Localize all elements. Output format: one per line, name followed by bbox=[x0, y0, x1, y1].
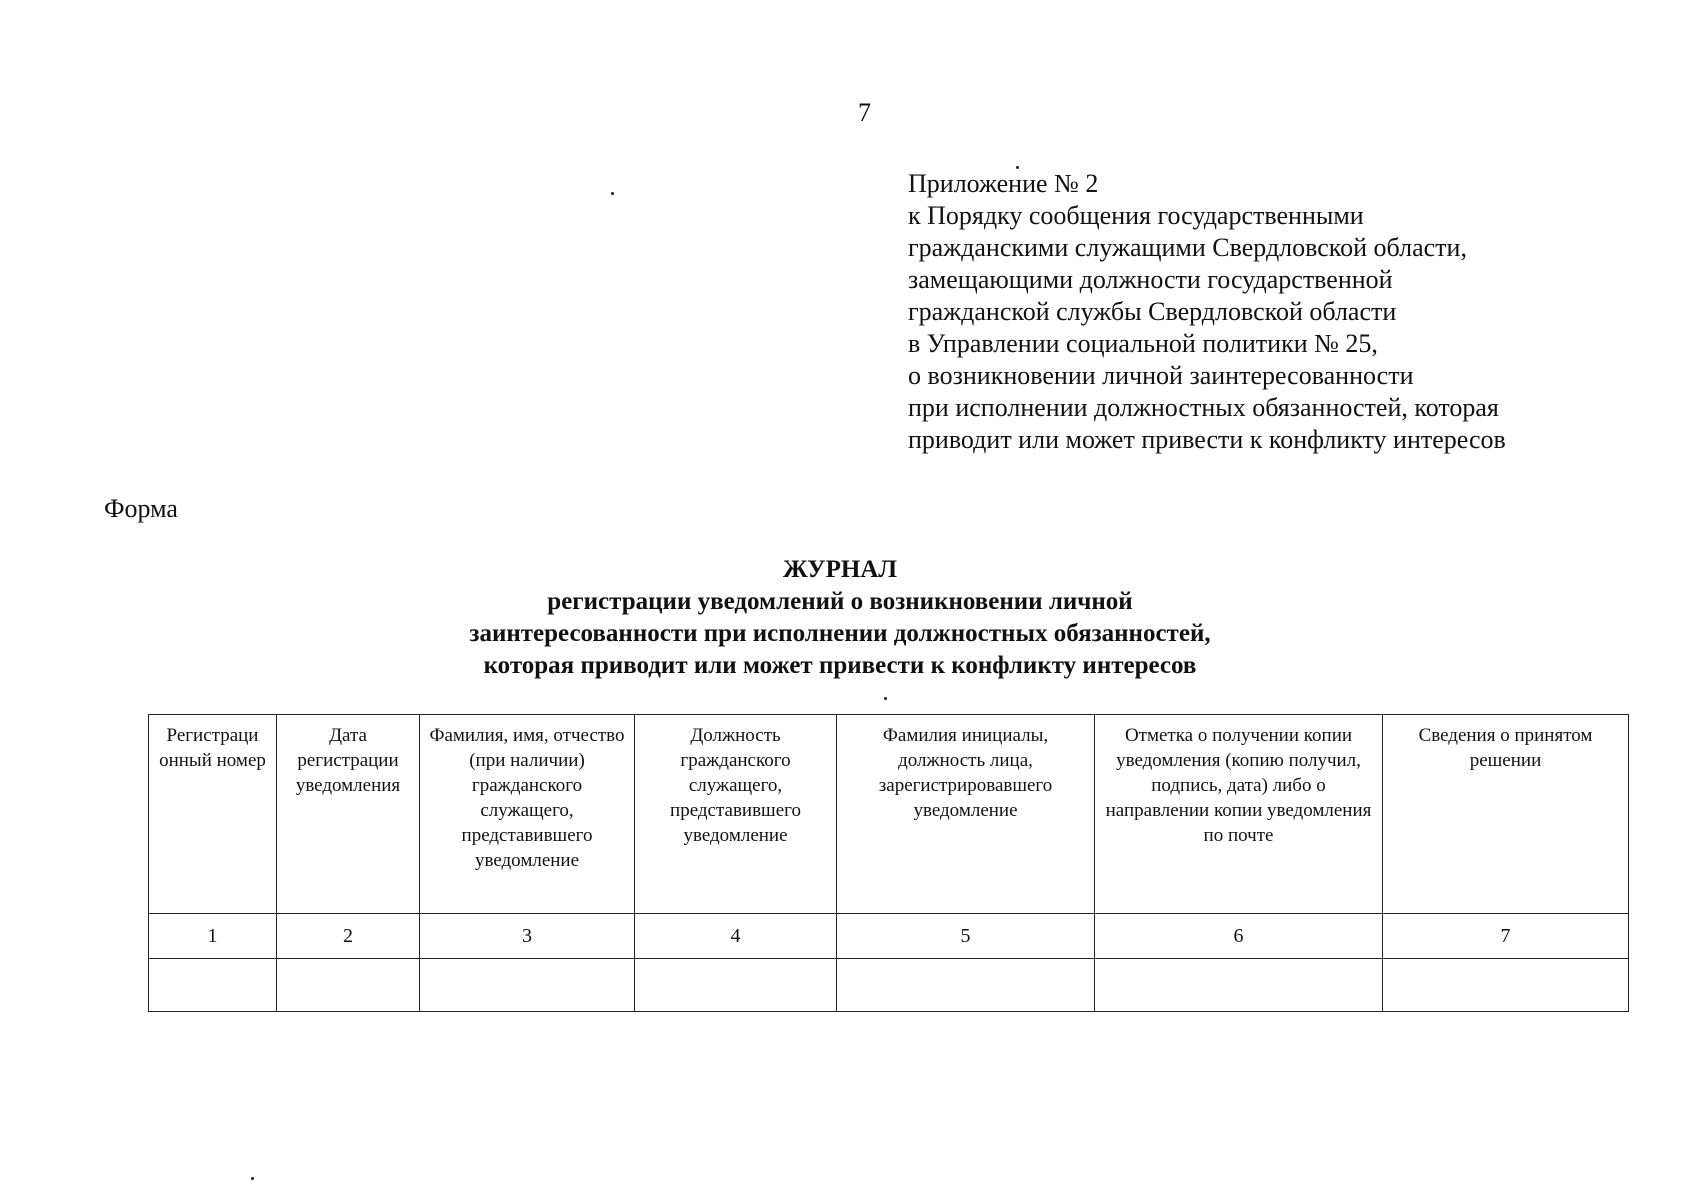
table-cell bbox=[277, 959, 420, 1012]
header-registrar: Фамилия инициалы, должность лица, зарегистрировавшего уведомление bbox=[837, 715, 1095, 914]
header-registration-number: Регистраци онный номер bbox=[149, 715, 277, 914]
stray-dot bbox=[611, 192, 614, 195]
table-cell bbox=[1383, 959, 1629, 1012]
appendix-line: Приложение № 2 bbox=[908, 169, 1099, 198]
column-number: 2 bbox=[277, 914, 420, 959]
stray-dot bbox=[251, 1177, 254, 1180]
header-decision: Сведения о принятом решении bbox=[1383, 715, 1629, 914]
appendix-line: к Порядку сообщения государственными bbox=[908, 201, 1364, 230]
header-employee-name: Фамилия, имя, отчество (при наличии) гражданского служащего, представившего уведомление bbox=[420, 715, 635, 914]
appendix-line: гражданскими служащими Свердловской области, bbox=[908, 233, 1467, 262]
column-number: 7 bbox=[1383, 914, 1629, 959]
journal-heading: ЖУРНАЛ bbox=[782, 556, 898, 583]
table-cell bbox=[420, 959, 635, 1012]
column-number: 1 bbox=[149, 914, 277, 959]
table-cell bbox=[1095, 959, 1383, 1012]
stray-dot bbox=[884, 697, 887, 700]
form-label: Форма bbox=[104, 494, 178, 523]
page-number: 7 bbox=[858, 98, 871, 127]
header-employee-position: Должность гражданского служащего, представившего уведомление bbox=[635, 715, 837, 914]
journal-table bbox=[148, 714, 1629, 1012]
journal-subtitle-line: заинтересованности при исполнении должностных обязанностей, bbox=[469, 620, 1211, 647]
column-number: 3 bbox=[420, 914, 635, 959]
appendix-line: замещающими должности государственной bbox=[908, 265, 1393, 294]
appendix-line: при исполнении должностных обязанностей, которая bbox=[908, 393, 1499, 422]
journal-subtitle-line: которая приводит или может привести к конфликту интересов bbox=[483, 652, 1197, 679]
journal-subtitle-line: регистрации уведомлений о возникновении личной bbox=[547, 588, 1133, 615]
column-number: 6 bbox=[1095, 914, 1383, 959]
table-cell bbox=[149, 959, 277, 1012]
appendix-line: в Управлении социальной политики № 25, bbox=[908, 329, 1378, 358]
table-row bbox=[149, 914, 1629, 959]
column-number: 5 bbox=[837, 914, 1095, 959]
appendix-line: о возникновении личной заинтересованности bbox=[908, 361, 1414, 390]
journal-title bbox=[300, 554, 1380, 682]
appendix-block bbox=[908, 168, 1628, 456]
header-copy-receipt: Отметка о получении копии уведомления (копию получил, подпись, дата) либо о направлении копии уведомления по почте bbox=[1095, 715, 1383, 914]
appendix-line: гражданской службы Свердловской области bbox=[908, 297, 1397, 326]
header-registration-date: Дата регистрации уведомления bbox=[277, 715, 420, 914]
table-row bbox=[149, 959, 1629, 1012]
column-number: 4 bbox=[635, 914, 837, 959]
table-cell bbox=[635, 959, 837, 1012]
table-header-row bbox=[149, 715, 1629, 914]
table-cell bbox=[837, 959, 1095, 1012]
appendix-line: приводит или может привести к конфликту интересов bbox=[908, 425, 1506, 454]
